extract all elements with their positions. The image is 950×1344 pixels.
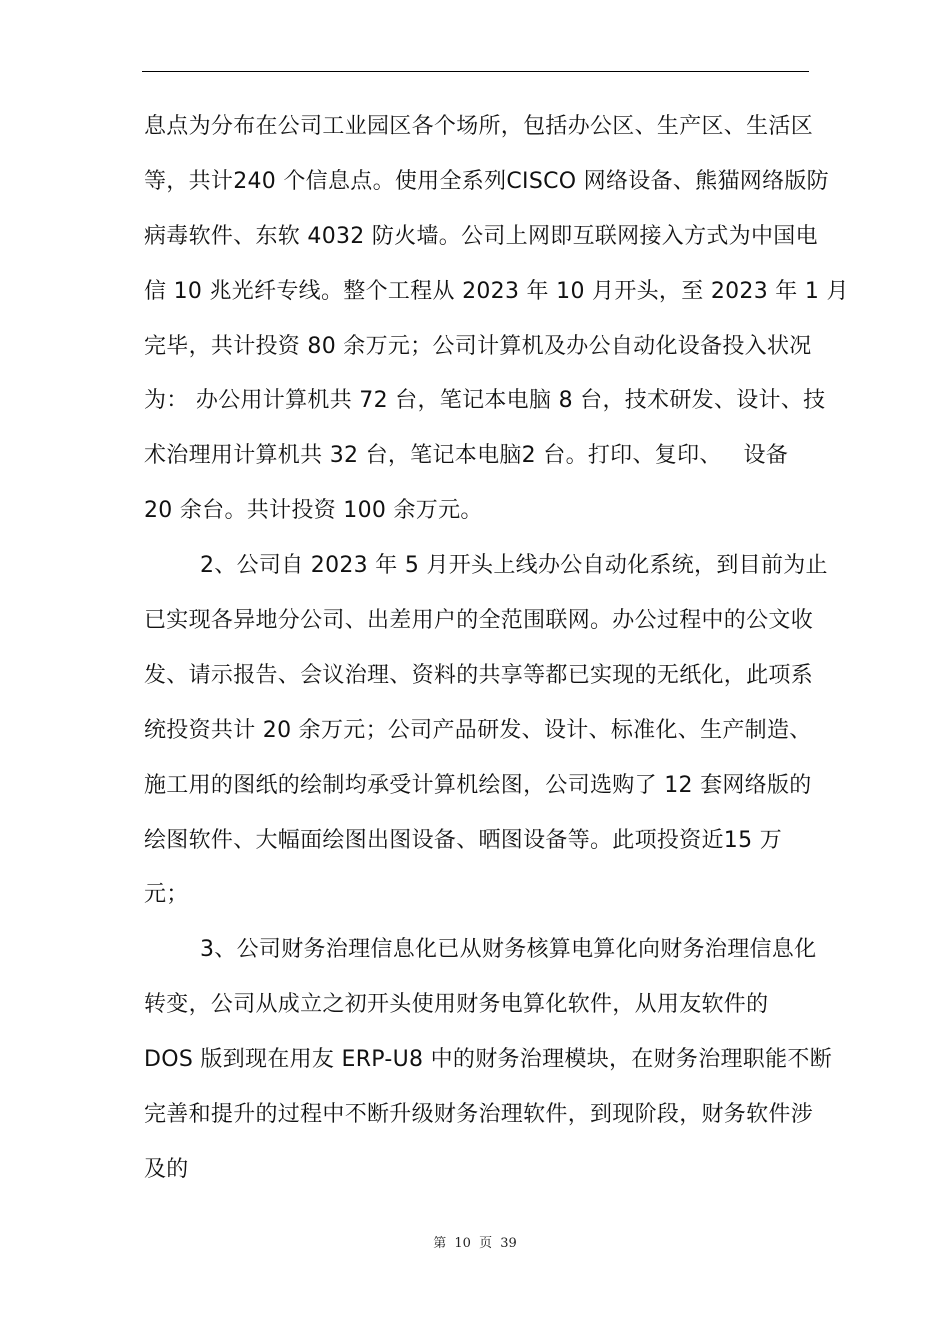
text-line: 信 10 兆光纤专线。整个工程从 2023 年 10 月开头，至 2023 年 1 月 — [144, 278, 849, 304]
text-line: 转变，公司从成立之初开头使用财务电算化软件，从用友软件的 — [144, 992, 769, 1018]
footer-page-number: 10 — [454, 1236, 471, 1251]
text-line: 元； — [144, 882, 189, 908]
text-line: 完毕，共计投资 80 余万元；公司计算机及办公自动化设备投入状况 — [144, 333, 812, 359]
page-footer — [0, 1232, 950, 1251]
text-line: 息点为分布在公司工业园区各个场所，包括办公区、生产区、生活区 — [144, 114, 814, 139]
text-line: 绘图软件、大幅面绘图出图设备、晒图设备等。此项投资近15 万 — [144, 827, 782, 853]
text-line: 施工用的图纸的绘制均承受计算机绘图，公司选购了 12 套网络版的 — [144, 772, 812, 798]
text-line: 术治理用计算机共 32 台，笔记本电脑2 台。打印、复印、 设备 — [144, 443, 789, 469]
footer-middle: 页 — [479, 1236, 493, 1251]
text-line: 统投资共计 20 余万元；公司产品研发、设计、标准化、生产制造、 — [144, 717, 812, 743]
text-line: 为： 办公用计算机共 72 台，笔记本电脑 8 台，技术研发、设计、技 — [144, 388, 826, 414]
body-text — [144, 100, 849, 1198]
text-line: 病毒软件、东软 4032 防火墙。公司上网即互联网接入方式为中国电 — [144, 223, 818, 249]
paragraph-start-line: 2、公司自 2023 年 5 月开头上线办公自动化系统，到目前为止 — [200, 553, 828, 579]
text-line: 及的 — [144, 1156, 189, 1182]
text-line: DOS 版到现在用友 ERP-U8 中的财务治理模块，在财务治理职能不断 — [144, 1047, 833, 1073]
text-line: 等，共计240 个信息点。使用全系列CISCO 网络设备、熊猫网络版防 — [144, 168, 829, 194]
footer-total: 39 — [500, 1236, 517, 1251]
text-line: 已实现各异地分公司、出差用户的全范围联网。办公过程中的公文收 — [144, 608, 814, 634]
text-line: 20 余台。共计投资 100 余万元。 — [144, 498, 483, 524]
paragraph-start-line: 3、公司财务治理信息化已从财务核算电算化向财务治理信息化 — [200, 937, 817, 963]
footer-prefix: 第 — [433, 1236, 447, 1251]
text-line: 完善和提升的过程中不断升级财务治理软件，到现阶段，财务软件涉 — [144, 1102, 814, 1128]
text-line: 发、请示报告、会议治理、资料的共享等都已实现的无纸化，此项系 — [144, 662, 814, 688]
header-rule — [142, 71, 809, 72]
